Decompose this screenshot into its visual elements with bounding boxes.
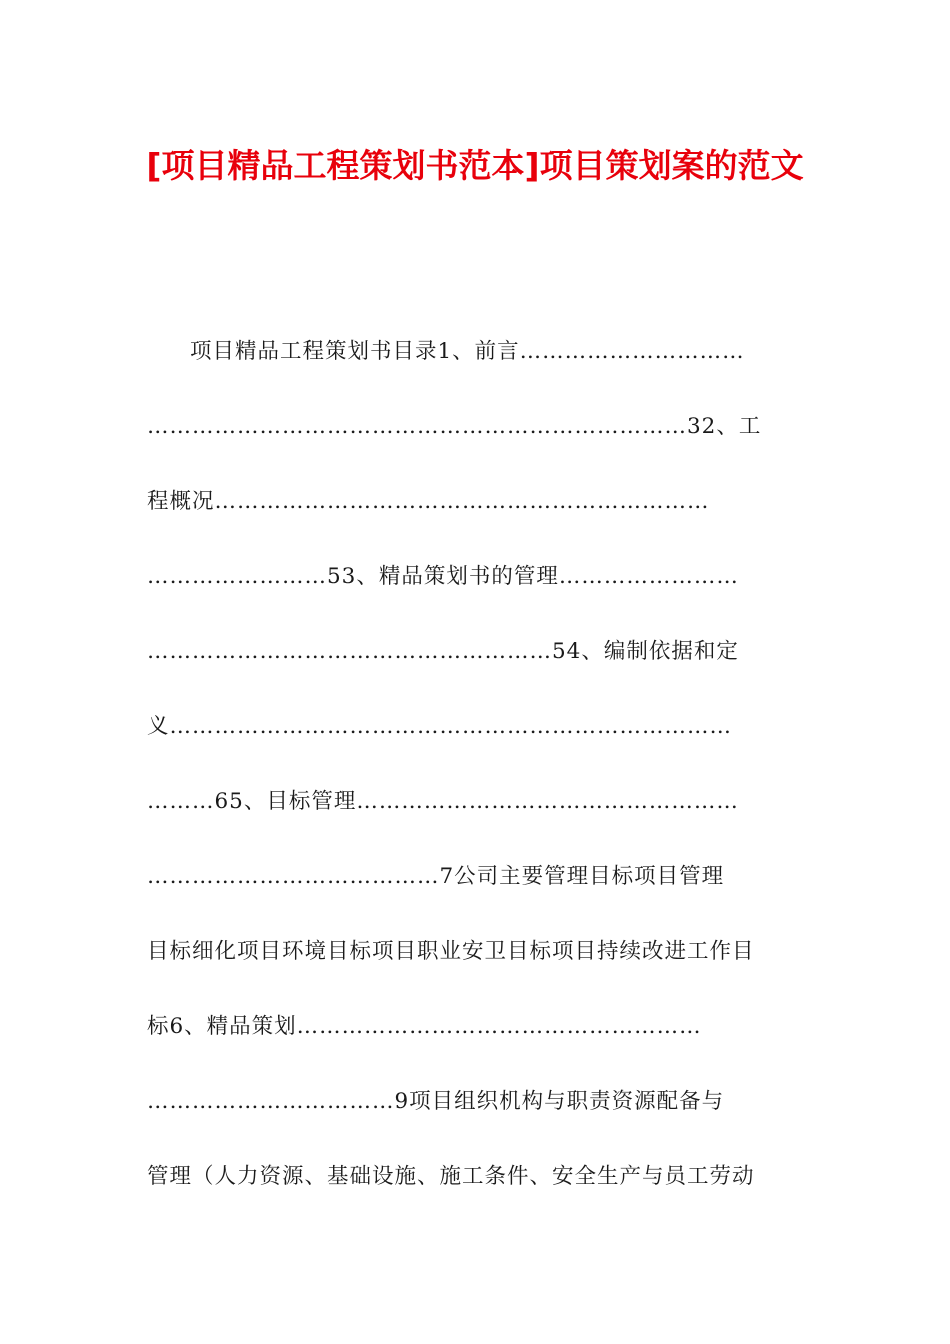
toc-line: 标6、精品策划……………………………………………… <box>147 1014 702 1039</box>
toc-line: 项目精品工程策划书目录1、前言………………………… <box>190 339 745 364</box>
document-title: [项目精品工程策划书范本]项目策划案的范文 <box>146 146 804 185</box>
body-line: 管理（人力资源、基础设施、施工条件、安全生产与员工劳动 <box>147 1164 755 1189</box>
toc-line: ………………………………………………54、编制依据和定 <box>147 639 739 664</box>
toc-line: …………………………………7公司主要管理目标项目管理 <box>147 864 725 889</box>
body-line: 目标细化项目环境目标项目职业安卫目标项目持续改进工作目 <box>147 939 755 964</box>
toc-line: ……………………………9项目组织机构与职责资源配备与 <box>147 1089 725 1114</box>
toc-line: 义………………………………………………………………… <box>147 714 733 739</box>
toc-line: ………………………………………………………………32、工 <box>147 414 762 439</box>
toc-line: ………65、目标管理…………………………………………… <box>147 789 739 814</box>
toc-line: ……………………53、精品策划书的管理…………………… <box>147 564 739 589</box>
toc-line: 程概况………………………………………………………… <box>147 489 710 514</box>
